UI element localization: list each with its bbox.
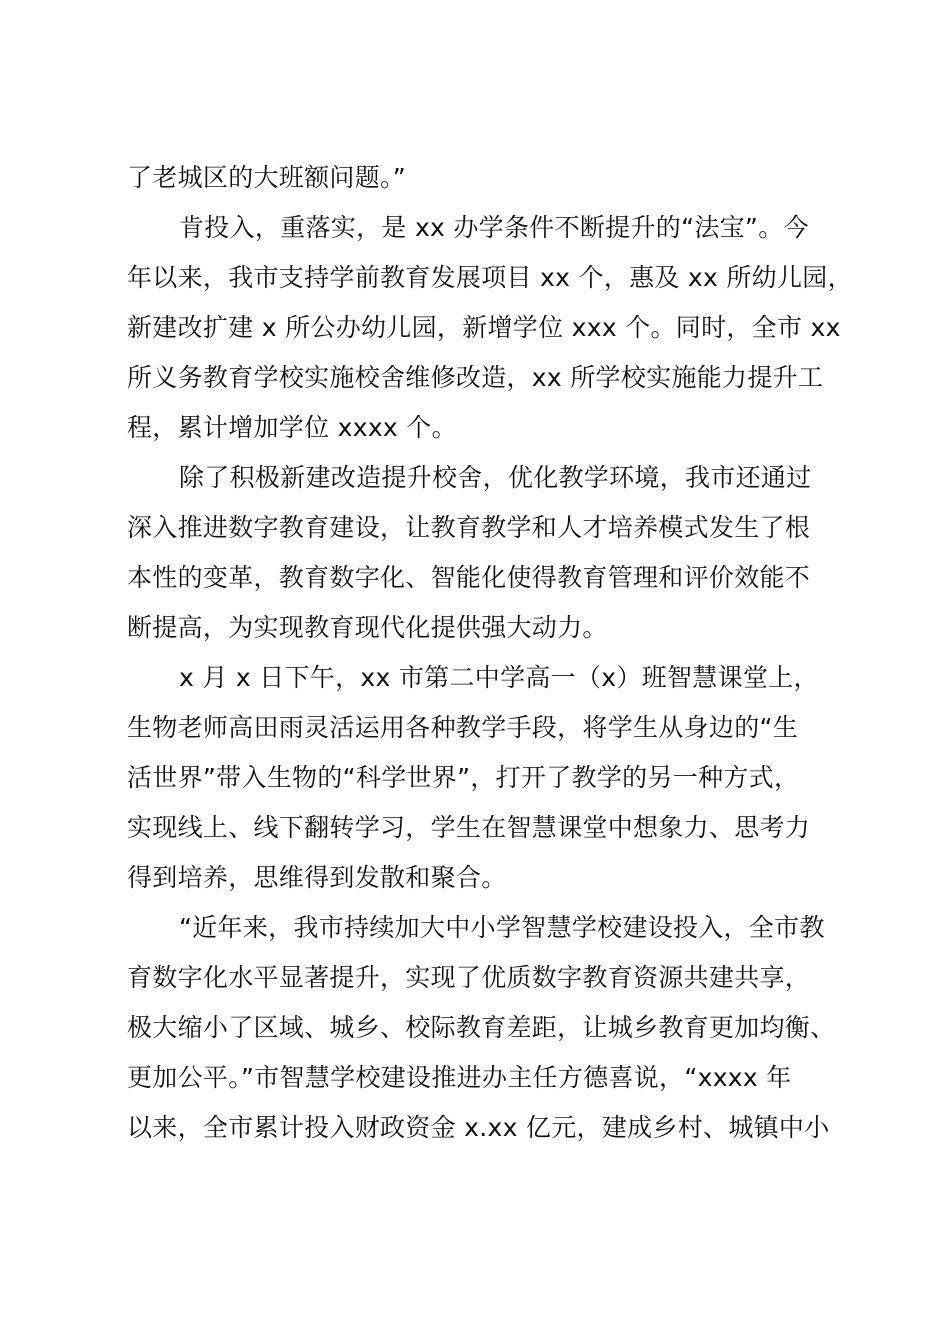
text-line: 肯投入，重落实，是 xx 办学条件不断提升的“法宝”。今: [179, 213, 809, 242]
text-line: x 月 x 日下午，xx 市第二中学高一（x）班智慧课堂上，: [179, 663, 819, 692]
text-line: 断提高，为实现教育现代化提供强大动力。: [127, 613, 608, 642]
text-line: 以来，全市累计投入财政资金 x.xx 亿元，建成乡村、城镇中小: [127, 1113, 830, 1142]
text-line: 新建改扩建 x 所公办幼儿园，新增学位 xxx 个。同时，全市 xx: [127, 313, 841, 342]
text-line: 活世界”带入生物的“科学世界”，打开了教学的另一种方式，: [127, 763, 800, 792]
text-line: 育数字化水平显著提升，实现了优质数字教育资源共建共享，: [127, 963, 811, 992]
paragraph-3: [127, 453, 837, 653]
text-line: 极大缩小了区域、城乡、校际教育差距，让城乡教育更加均衡、: [127, 1013, 836, 1042]
paragraph-2: [127, 203, 853, 453]
text-line: 更加公平。”市智慧学校建设推进办主任方德喜说，“xxxx 年: [127, 1063, 792, 1092]
text-line: 程，累计增加学位 xxxx 个。: [127, 413, 457, 442]
text-line: 了老城区的大班额问题。”: [127, 163, 407, 192]
paragraph-1: [127, 153, 837, 203]
paragraph-4: [127, 653, 837, 903]
text-line: 得到培养，思维得到发散和聚合。: [127, 863, 507, 892]
text-line: 除了积极新建改造提升校舍，优化教学环境，我市还通过: [179, 463, 812, 492]
text-line: 本性的变革，教育数字化、智能化使得教育管理和评价效能不: [127, 563, 811, 592]
paragraph-5: [127, 903, 837, 1153]
body-text: [127, 153, 853, 1153]
text-line: 实现线上、线下翻转学习，学生在智慧课堂中想象力、思考力: [127, 813, 811, 842]
text-line: 生物老师高田雨灵活运用各种教学手段，将学生从身边的“生: [127, 713, 799, 742]
text-line: 深入推进数字教育建设，让教育教学和人才培养模式发生了根: [127, 513, 811, 542]
text-line: “近年来，我市持续加大中小学智慧学校建设投入，全市教: [179, 913, 825, 942]
text-line: 年以来，我市支持学前教育发展项目 xx 个，惠及 xx 所幼儿园，: [127, 263, 853, 292]
text-line: 所义务教育学校实施校舍维修改造，xx 所学校实施能力提升工: [127, 363, 824, 392]
